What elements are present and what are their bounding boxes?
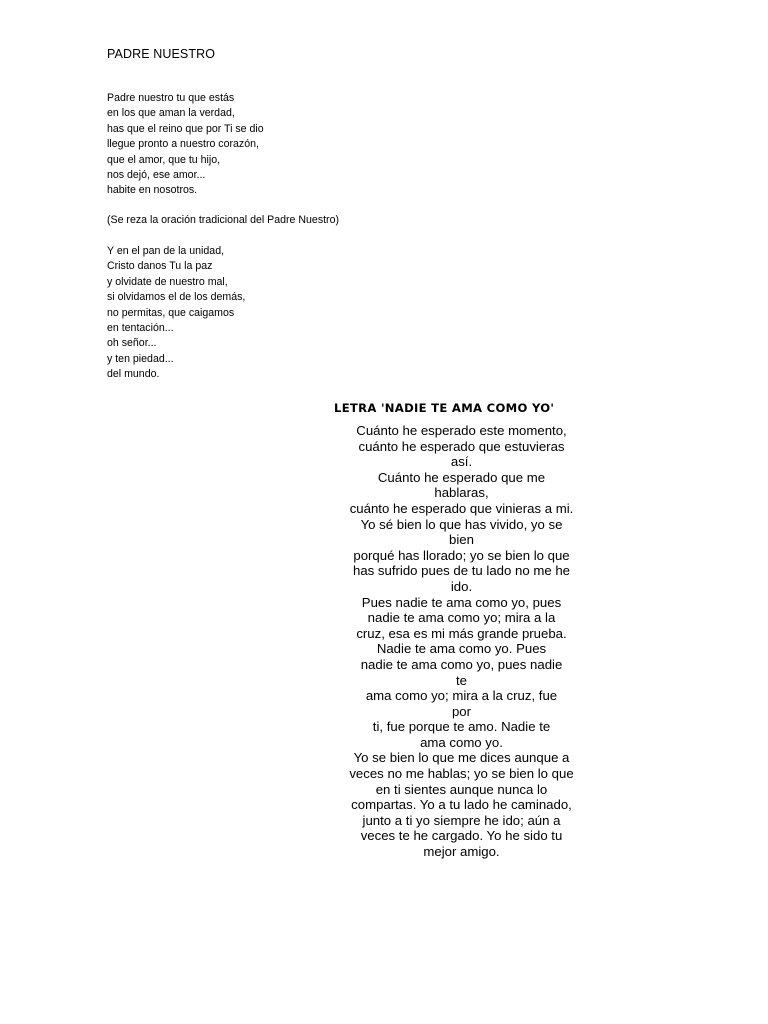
prayer-line: si olvidamos el de los demás, xyxy=(107,291,246,304)
prayer-note xyxy=(107,213,339,228)
note-line: (Se reza la oración tradicional del Padre Nuestro) xyxy=(107,214,340,226)
lyric-line: ama como yo. xyxy=(420,734,503,750)
lyric-line: en ti sientes aunque nunca lo xyxy=(375,781,548,797)
song-title: LETRA 'NADIE TE AMA COMO YO' xyxy=(334,401,555,415)
prayer-title: PADRE NUESTRO xyxy=(107,47,216,61)
prayer-line: y ten piedad... xyxy=(107,352,174,365)
lyric-line: así. xyxy=(450,454,473,470)
prayer-line: y olvidate de nuestro mal, xyxy=(107,275,228,288)
lyric-line: cuánto he esperado que estuvieras xyxy=(358,438,565,454)
prayer-line: no permitas, que caigamos xyxy=(107,306,235,319)
lyric-line: cuánto he esperado que vinieras a mi. xyxy=(349,500,574,516)
prayer-line: en los que aman la verdad, xyxy=(107,107,235,120)
lyric-line: cruz, esa es mi más grande prueba. xyxy=(356,625,567,641)
lyric-line: Cuánto he esperado este momento, xyxy=(356,423,567,438)
lyric-line: Yo se bien lo que me dices aunque a xyxy=(353,750,570,766)
lyric-line: ido. xyxy=(450,578,473,594)
lyric-line: mejor amigo. xyxy=(423,844,500,860)
prayer-line: que el amor, que tu hijo, xyxy=(107,153,221,166)
lyric-line: has sufrido pues de tu lado no me he xyxy=(352,563,570,579)
prayer-line: nos dejó, ese amor... xyxy=(107,169,206,182)
lyric-line: por xyxy=(451,703,472,719)
lyric-line: junto a ti yo siempre he ido; aún a xyxy=(362,812,561,828)
lyric-line: veces te he cargado. Yo he sido tu xyxy=(360,828,563,844)
lyric-line: veces no me hablas; yo se bien lo que xyxy=(349,766,574,782)
lyric-line: porqué has llorado; yo se bien lo que xyxy=(353,547,570,563)
song-lyrics xyxy=(340,423,583,860)
lyric-line: Nadie te ama como yo. Pues xyxy=(376,641,547,657)
lyric-line: nadie te ama como yo, pues nadie xyxy=(360,656,563,672)
lyric-line: Yo sé bien lo que has vivido, yo se xyxy=(360,516,563,532)
prayer-line: habite en nosotros. xyxy=(107,184,198,197)
prayer-line: Y en el pan de la unidad, xyxy=(107,245,225,257)
prayer-line: en tentación... xyxy=(107,322,174,335)
prayer-line: Padre nuestro tu que estás xyxy=(107,92,235,104)
lyric-line: ama como yo; mira a la cruz, fue xyxy=(365,688,558,704)
prayer-line: oh señor... xyxy=(107,337,157,350)
lyric-line: hablaras, xyxy=(434,485,489,501)
lyric-line: ti, fue porque te amo. Nadie te xyxy=(372,719,551,735)
lyric-line: Cuánto he esperado que me xyxy=(377,469,546,485)
lyric-line: nadie te ama como yo; mira a la xyxy=(367,610,556,626)
lyric-line: Pues nadie te ama como yo, pues xyxy=(361,594,562,610)
lyric-line: compartas. Yo a tu lado he caminado, xyxy=(351,797,572,813)
prayer-stanza-1 xyxy=(107,91,264,199)
prayer-line: llegue pronto a nuestro corazón, xyxy=(107,138,259,151)
prayer-line: del mundo. xyxy=(107,368,160,381)
lyric-line: te xyxy=(456,672,467,688)
prayer-line: Cristo danos Tu la paz xyxy=(107,260,213,273)
prayer-stanza-2 xyxy=(107,244,245,383)
prayer-line: has que el reino que por Ti se dio xyxy=(107,122,264,135)
lyric-line: bien xyxy=(449,532,474,548)
